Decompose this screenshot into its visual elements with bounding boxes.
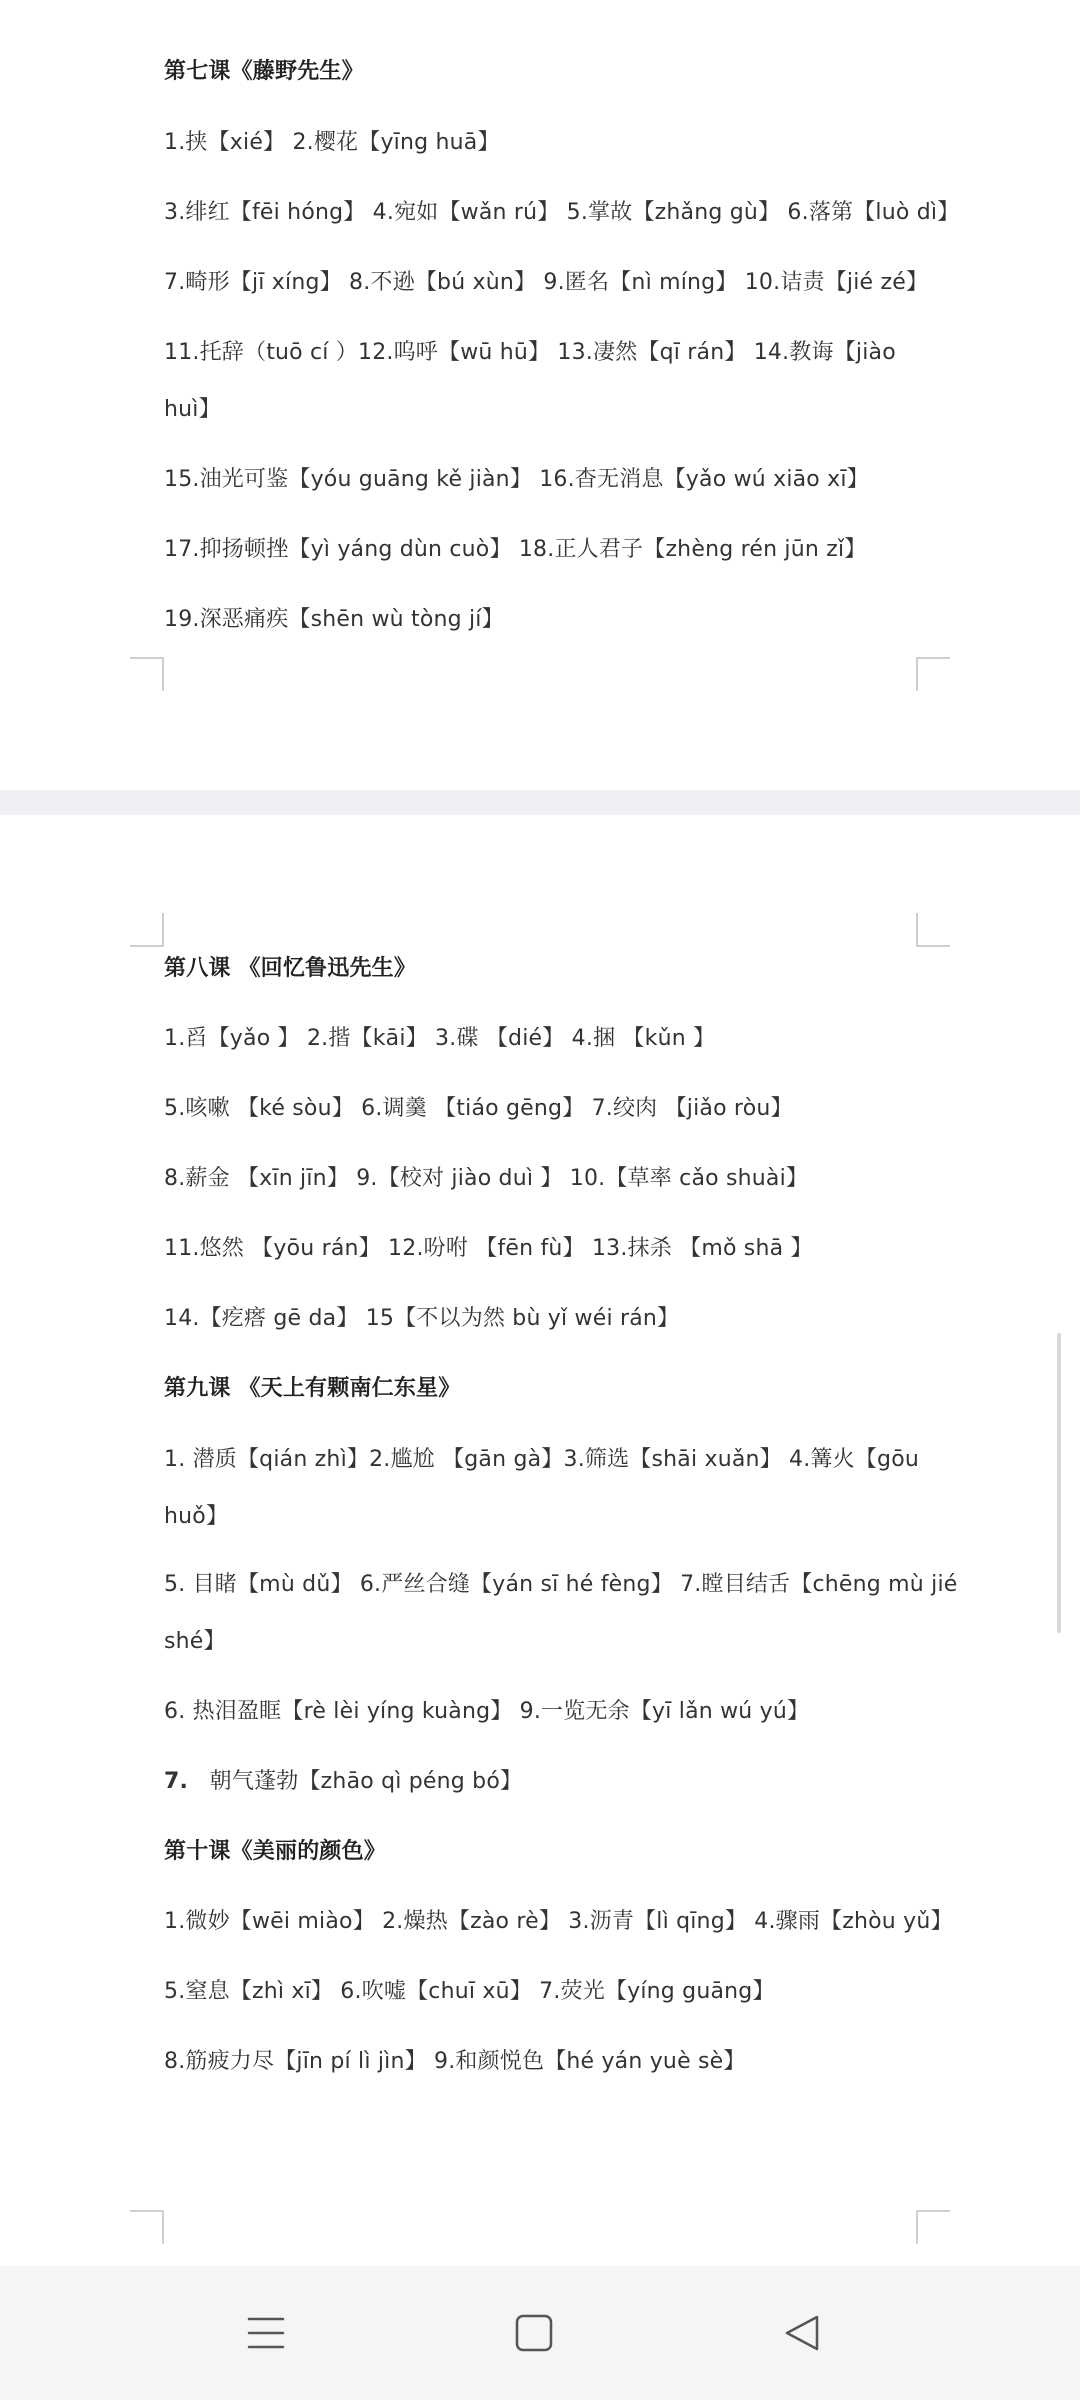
page-corner-mark [130,657,164,691]
home-button[interactable] [504,2303,564,2363]
page-corner-mark [130,913,164,947]
back-button[interactable] [772,2303,832,2363]
lesson7-line: 17.抑扬顿挫【yì yáng dùn cuò】 18.正人君子【zhèng rén jūn zǐ】 [164,537,867,562]
lesson9-line: 5. 目睹【mù dǔ】 6.严丝合缝【yán sī hé fèng】 7.瞠目结舌【chēng mù jié [164,1572,958,1597]
lesson7-line: 15.油光可鉴【yóu guāng kě jiàn】 16.杳无消息【yǎo wú xiāo xī】 [164,467,869,492]
page-corner-mark [916,913,950,947]
lesson8-line: 1.舀【yǎo 】 2.揩【kāi】 3.碟 【dié】 4.捆 【kǔn 】 [164,1026,716,1051]
lesson10-line: 1.微妙【wēi miào】 2.燥热【zào rè】 3.沥青【lì qīng】 4.骤雨【zhòu yǔ】 [164,1909,953,1934]
lesson7-line: 1.挟【xié】 2.樱花【yīng huā】 [164,130,500,155]
lesson7-title: 第七课《藤野先生》 [164,59,364,84]
menu-button[interactable] [236,2303,296,2363]
lesson7-line: 19.深恶痛疾【shēn wù tòng jí】 [164,607,504,632]
lesson8-line: 11.悠然 【yōu rán】 12.吩咐 【fēn fù】 13.抹杀 【mǒ shā 】 [164,1236,813,1261]
item-text: 朝气蓬勃【zhāo qì péng bó】 [209,1769,523,1794]
triangle-back-icon [782,2313,822,2353]
lesson9-title: 第九课 《天上有颗南仁东星》 [164,1376,461,1401]
lesson8-line: 14.【疙瘩 gē da】 15【不以为然 bù yǐ wéi rán】 [164,1306,680,1331]
page-corner-mark [130,2210,164,2244]
scrollbar[interactable] [1057,1333,1061,1633]
document-page-2 [0,815,1080,2265]
lesson10-line: 5.窒息【zhì xī】 6.吹嘘【chuī xū】 7.荧光【yíng guāng】 [164,1979,775,2004]
system-nav-bar [0,2266,1080,2400]
page-corner-mark [916,657,950,691]
lesson9-line: shé】 [164,1629,226,1654]
item-number: 7. [164,1769,189,1794]
page-separator [0,790,1080,815]
lesson10-title: 第十课《美丽的颜色》 [164,1839,387,1864]
lesson10-line: 8.筋疲力尽【jīn pí lì jìn】 9.和颜悦色【hé yán yuè sè】 [164,2049,746,2074]
lesson9-line: 6. 热泪盈眶【rè lèi yíng kuàng】 9.一览无余【yī lǎn wú yú】 [164,1699,810,1724]
page-corner-mark [916,2210,950,2244]
lesson8-line: 5.咳嗽 【ké sòu】 6.调羹 【tiáo gēng】 7.绞肉 【jiǎo ròu】 [164,1096,793,1121]
document-page-1 [0,0,1080,790]
lesson9-line: 1. 潜质【qián zhì】2.尴尬 【gān gà】3.筛选【shāi xuǎn】 4.篝火【gōu [164,1447,920,1472]
lesson9-line: huǒ】 [164,1504,229,1529]
lesson7-line: 3.绯红【fēi hóng】 4.宛如【wǎn rú】 5.掌故【zhǎng gù】 6.落第【luò dì】 [164,200,960,225]
lesson8-line: 8.薪金 【xīn jīn】 9.【校对 jiào duì 】 10.【草率 cǎo shuài】 [164,1166,809,1191]
lesson9-line-7 [164,1764,522,1795]
lesson7-line: huì】 [164,397,221,422]
square-home-icon [514,2313,554,2353]
lesson7-line: 7.畸形【jī xíng】 8.不逊【bú xùn】 9.匿名【nì míng】 10.诘责【jié zé】 [164,270,929,295]
lesson7-line: 11.托辞（tuō cí ）12.呜呼【wū hū】 13.凄然【qī rán】 14.教诲【jiào [164,340,896,365]
lesson8-title: 第八课 《回忆鲁迅先生》 [164,956,417,981]
menu-icon [246,2313,286,2353]
